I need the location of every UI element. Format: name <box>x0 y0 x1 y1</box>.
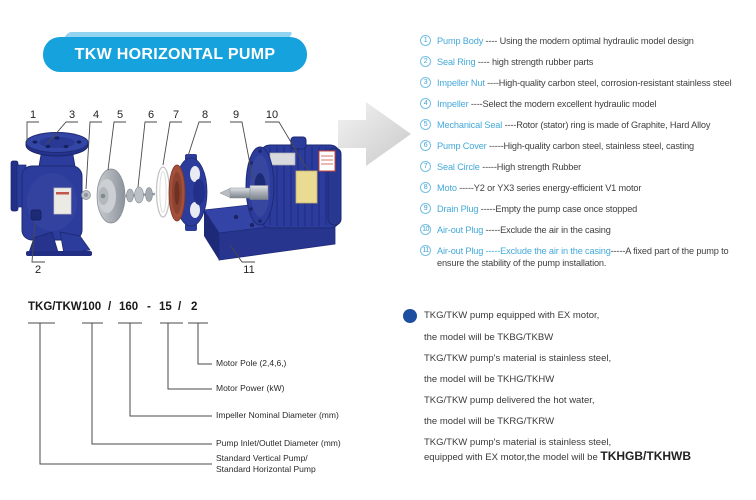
part-item <box>420 203 756 215</box>
callout-number: 1 <box>29 109 37 121</box>
note-text: TKG/TKW pump delivered the hot water, <box>424 395 595 406</box>
part-number-badge: 4 <box>420 98 431 109</box>
model-label-line: Standard Vertical Pump/ <box>216 453 308 463</box>
model-code-segment: 2 <box>191 301 198 313</box>
part-number-badge: 9 <box>420 203 431 214</box>
part-description: ----Rotor (stator) ring is made of Graphite, Hard Alloy <box>502 120 711 130</box>
model-label-inlet-outlet: Pump Inlet/Outlet Diameter (mm) <box>216 438 341 448</box>
part-description: ----High-quality carbon steel, corrosion-resistant stainless steel <box>484 78 732 88</box>
motor-part <box>246 137 341 228</box>
pump-cover-part <box>169 154 207 231</box>
shaft-part <box>220 186 268 200</box>
part-description: -----High-quality carbon steel, stainless steel, casting <box>486 141 695 151</box>
part-description: ----Select the modern excellent hydraulic model <box>468 99 657 109</box>
impeller-part <box>97 169 125 223</box>
callout-number: 7 <box>172 109 180 121</box>
part-name: Air-out Plug -----Exclude the air in the casing <box>437 246 611 256</box>
parts-list <box>420 35 756 278</box>
note-text: the model will be TKHG/TKHW <box>424 374 555 385</box>
part-number-badge: 2 <box>420 56 431 67</box>
model-code-segment: - <box>147 301 151 313</box>
callout-number: 4 <box>92 109 100 121</box>
part-name: Air-out Plug <box>437 225 484 235</box>
model-connector-lines <box>28 318 223 478</box>
note-text: the model will be TKBG/TKBW <box>424 332 554 343</box>
variant-note-line <box>424 350 611 364</box>
part-number-badge: 10 <box>420 224 431 235</box>
model-label-pump-type <box>216 453 316 475</box>
part-item <box>420 35 756 47</box>
callout-number: 2 <box>34 264 42 276</box>
part-item <box>420 182 756 194</box>
part-item <box>420 245 756 269</box>
note-model-bold: TKHGB/TKHWB <box>600 449 692 463</box>
model-code-segment: 15 <box>159 301 172 313</box>
part-name: Impeller <box>437 99 469 109</box>
note-text: TKG/TKW pump equipped with EX motor, <box>424 310 600 321</box>
part-number-badge: 3 <box>420 77 431 88</box>
right-arrow-icon <box>338 102 411 166</box>
callout-number: 6 <box>147 109 155 121</box>
model-label-impeller-diameter: Impeller Nominal Diameter (mm) <box>216 410 339 420</box>
part-name: Impeller Nut <box>437 78 485 88</box>
callout-number: 10 <box>265 109 279 121</box>
page-title: TKW HORIZONTAL PUMP <box>74 45 276 63</box>
model-label-line: Standard Horizontal Pump <box>216 464 316 474</box>
note-text: TKG/TKW pump's material is stainless steel, <box>424 353 612 364</box>
seal-circle-part <box>157 167 170 217</box>
part-number-badge: 6 <box>420 140 431 151</box>
callout-number: 3 <box>68 109 76 121</box>
part-description: -----A fixed part of the pump to ensure the stability of the pump installation. <box>437 246 729 268</box>
part-name: Seal Ring <box>437 57 476 67</box>
callout-number: 8 <box>201 109 209 121</box>
part-description: -----Exclude the air in the casing <box>483 225 611 235</box>
part-description: -----Y2 or YX3 series energy-efficient V1 motor <box>456 183 642 193</box>
model-code-segment: 160 <box>119 301 139 313</box>
part-item <box>420 56 756 68</box>
part-name: Mechanical Seal <box>437 120 503 130</box>
part-number-badge: 11 <box>420 245 431 256</box>
mechanical-seal-part <box>124 187 155 203</box>
impeller-nut-part <box>82 191 91 200</box>
part-name: Seal Circle <box>437 162 480 172</box>
part-item <box>420 98 756 110</box>
model-label-motor-power: Motor Power (kW) <box>216 383 285 393</box>
variant-note-line <box>424 392 595 406</box>
pump-exploded-diagram <box>8 98 420 293</box>
variant-note-line <box>424 329 553 343</box>
bullet-icon <box>403 309 417 323</box>
variant-note-line <box>424 371 554 385</box>
part-number-badge: 5 <box>420 119 431 130</box>
part-number-badge: 8 <box>420 182 431 193</box>
part-description: -----Empty the pump case once stopped <box>478 204 638 214</box>
variant-note-line <box>424 307 599 321</box>
model-label-motor-pole: Motor Pole (2,4,6,) <box>216 358 287 368</box>
part-item <box>420 119 756 131</box>
title-banner <box>43 37 307 72</box>
note-text: equipped with EX motor,the model will be <box>424 452 601 463</box>
part-description: ---- Using the modern optimal hydraulic model design <box>483 36 694 46</box>
variant-note-line <box>424 449 691 463</box>
part-item <box>420 161 756 173</box>
callout-number: 5 <box>116 109 124 121</box>
part-item <box>420 140 756 152</box>
part-name: Pump Body <box>437 36 484 46</box>
part-description: -----High strength Rubber <box>479 162 582 172</box>
part-name: Pump Cover <box>437 141 487 151</box>
model-code-segment: 100 <box>82 301 102 313</box>
model-code-segment: / <box>178 301 182 313</box>
part-item <box>420 77 756 89</box>
note-text: TKG/TKW pump's material is stainless steel, <box>424 437 612 448</box>
part-item <box>420 224 756 236</box>
variant-note-line <box>424 434 611 448</box>
part-name: Moto <box>437 183 457 193</box>
part-name: Drain Plug <box>437 204 479 214</box>
note-text: the model will be TKRG/TKRW <box>424 416 555 427</box>
pump-body-part <box>11 133 92 257</box>
variant-note-line <box>424 413 554 427</box>
callout-number: 9 <box>232 109 240 121</box>
part-number-badge: 1 <box>420 35 431 46</box>
callout-number: 11 <box>243 264 255 276</box>
part-description: ---- high strength rubber parts <box>475 57 594 67</box>
part-number-badge: 7 <box>420 161 431 172</box>
model-code-segment: / <box>108 301 112 313</box>
model-code-segment: TKG/TKW <box>28 301 82 313</box>
